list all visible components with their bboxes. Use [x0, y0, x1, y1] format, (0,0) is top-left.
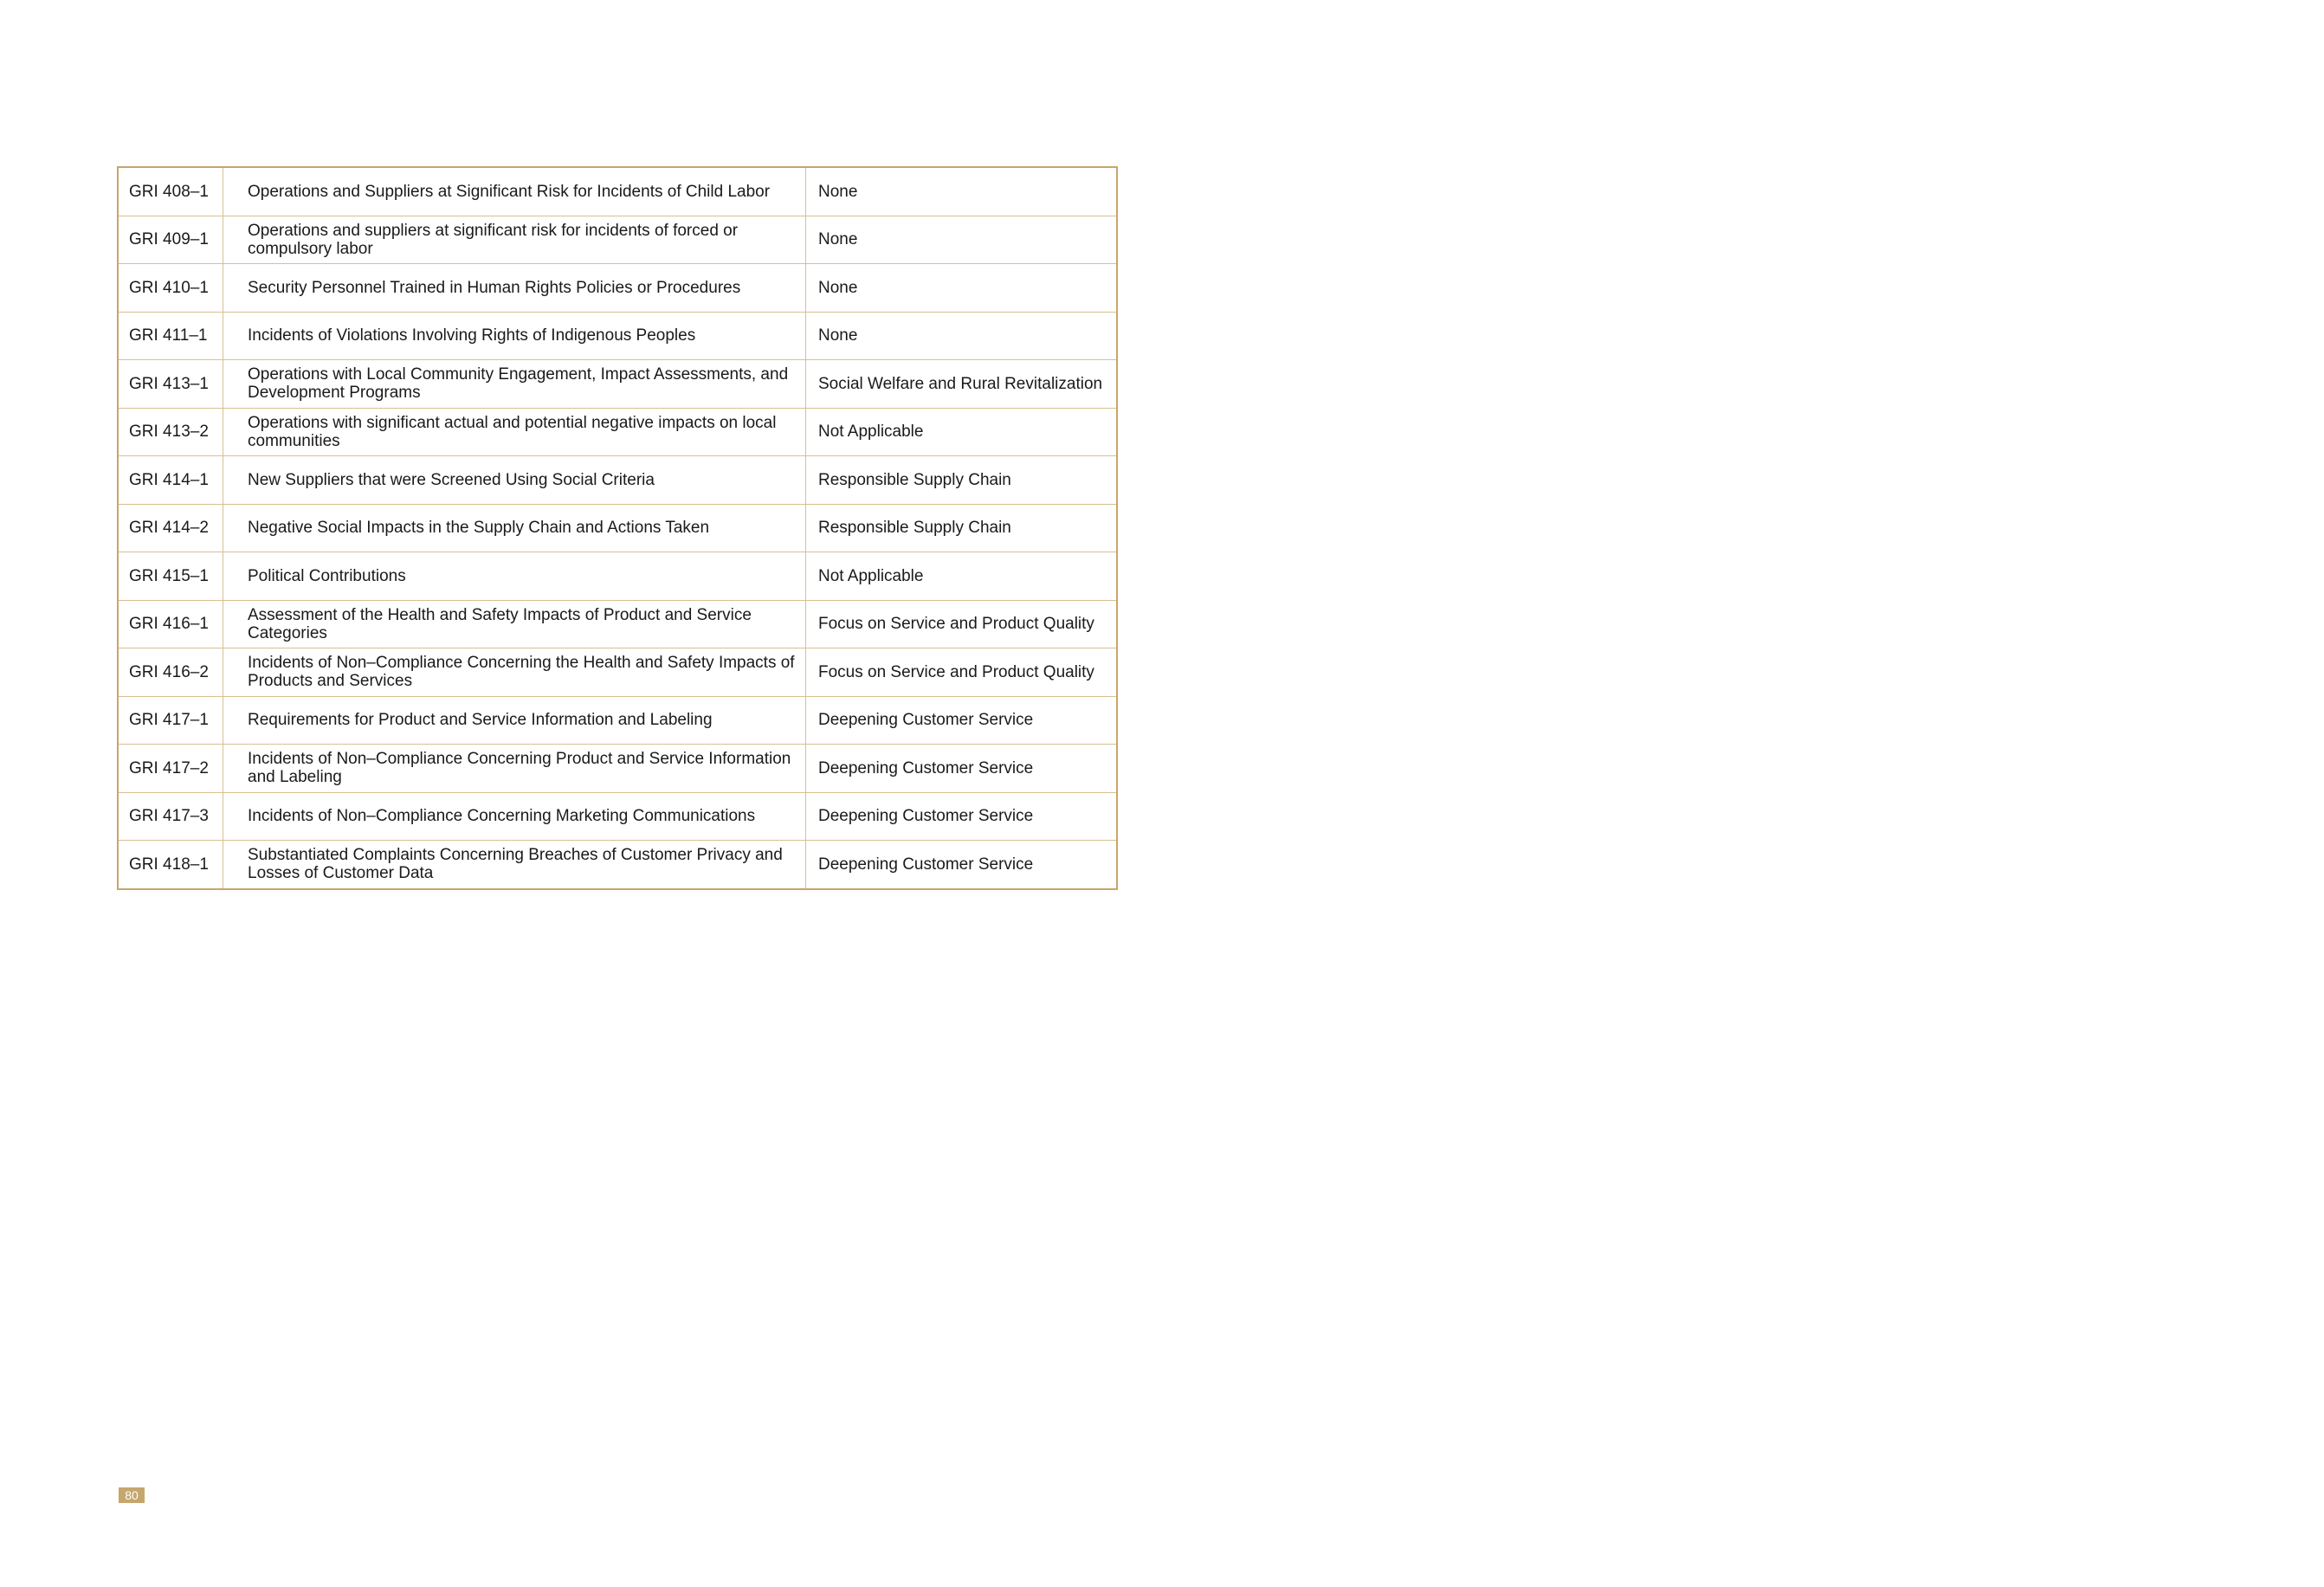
table-row — [118, 216, 1117, 264]
reference-cell: Social Welfare and Rural Revitalization — [806, 360, 1118, 409]
gri-code-cell: GRI 410–1 — [118, 264, 223, 313]
reference-cell: Deepening Customer Service — [806, 745, 1118, 793]
gri-code-cell: GRI 417–2 — [118, 745, 223, 793]
reference-cell: Focus on Service and Product Quality — [806, 600, 1118, 648]
gri-code-cell: GRI 409–1 — [118, 216, 223, 264]
table-row — [118, 504, 1117, 552]
page-number: 80 — [119, 1487, 145, 1503]
disclosure-cell: Operations and Suppliers at Significant Risk for Incidents of Child Labor — [223, 167, 806, 216]
gri-code-cell: GRI 413–1 — [118, 360, 223, 409]
reference-cell: Not Applicable — [806, 552, 1118, 601]
reference-cell: Deepening Customer Service — [806, 792, 1118, 841]
disclosure-cell: Operations with significant actual and potential negative impacts on local communities — [223, 408, 806, 456]
reference-cell: Deepening Customer Service — [806, 841, 1118, 889]
disclosure-cell: Security Personnel Trained in Human Rights Policies or Procedures — [223, 264, 806, 313]
table-row — [118, 456, 1117, 505]
table-row — [118, 841, 1117, 889]
gri-index-table — [117, 166, 1118, 890]
gri-code-cell: GRI 416–2 — [118, 648, 223, 697]
gri-code-cell: GRI 417–1 — [118, 696, 223, 745]
table-row — [118, 600, 1117, 648]
table-row — [118, 696, 1117, 745]
disclosure-cell: Assessment of the Health and Safety Impacts of Product and Service Categories — [223, 600, 806, 648]
disclosure-cell: Incidents of Violations Involving Rights of Indigenous Peoples — [223, 312, 806, 360]
disclosure-cell: Incidents of Non–Compliance Concerning Product and Service Information and Labeling — [223, 745, 806, 793]
gri-code-cell: GRI 414–1 — [118, 456, 223, 505]
gri-code-cell: GRI 411–1 — [118, 312, 223, 360]
table-row — [118, 552, 1117, 601]
reference-cell: Focus on Service and Product Quality — [806, 648, 1118, 697]
table-row — [118, 360, 1117, 409]
table-row — [118, 312, 1117, 360]
reference-cell: None — [806, 312, 1118, 360]
gri-code-cell: GRI 417–3 — [118, 792, 223, 841]
disclosure-cell: Requirements for Product and Service Information and Labeling — [223, 696, 806, 745]
gri-code-cell: GRI 415–1 — [118, 552, 223, 601]
reference-cell: Responsible Supply Chain — [806, 456, 1118, 505]
reference-cell: None — [806, 264, 1118, 313]
table-row — [118, 745, 1117, 793]
table-row — [118, 792, 1117, 841]
gri-index-table-body — [118, 167, 1117, 889]
disclosure-cell: Operations with Local Community Engagement, Impact Assessments, and Development Programs — [223, 360, 806, 409]
reference-cell: Responsible Supply Chain — [806, 504, 1118, 552]
disclosure-cell: Incidents of Non–Compliance Concerning the Health and Safety Impacts of Products and Services — [223, 648, 806, 697]
gri-code-cell: GRI 408–1 — [118, 167, 223, 216]
table-row — [118, 408, 1117, 456]
reference-cell: Not Applicable — [806, 408, 1118, 456]
table-row — [118, 167, 1117, 216]
disclosure-cell: Operations and suppliers at significant risk for incidents of forced or compulsory labor — [223, 216, 806, 264]
gri-code-cell: GRI 416–1 — [118, 600, 223, 648]
gri-code-cell: GRI 418–1 — [118, 841, 223, 889]
table-row — [118, 648, 1117, 697]
disclosure-cell: New Suppliers that were Screened Using Social Criteria — [223, 456, 806, 505]
reference-cell: None — [806, 216, 1118, 264]
reference-cell: Deepening Customer Service — [806, 696, 1118, 745]
table-row — [118, 264, 1117, 313]
gri-code-cell: GRI 414–2 — [118, 504, 223, 552]
disclosure-cell: Negative Social Impacts in the Supply Chain and Actions Taken — [223, 504, 806, 552]
disclosure-cell: Substantiated Complaints Concerning Breaches of Customer Privacy and Losses of Customer Data — [223, 841, 806, 889]
disclosure-cell: Incidents of Non–Compliance Concerning Marketing Communications — [223, 792, 806, 841]
reference-cell: None — [806, 167, 1118, 216]
gri-code-cell: GRI 413–2 — [118, 408, 223, 456]
disclosure-cell: Political Contributions — [223, 552, 806, 601]
